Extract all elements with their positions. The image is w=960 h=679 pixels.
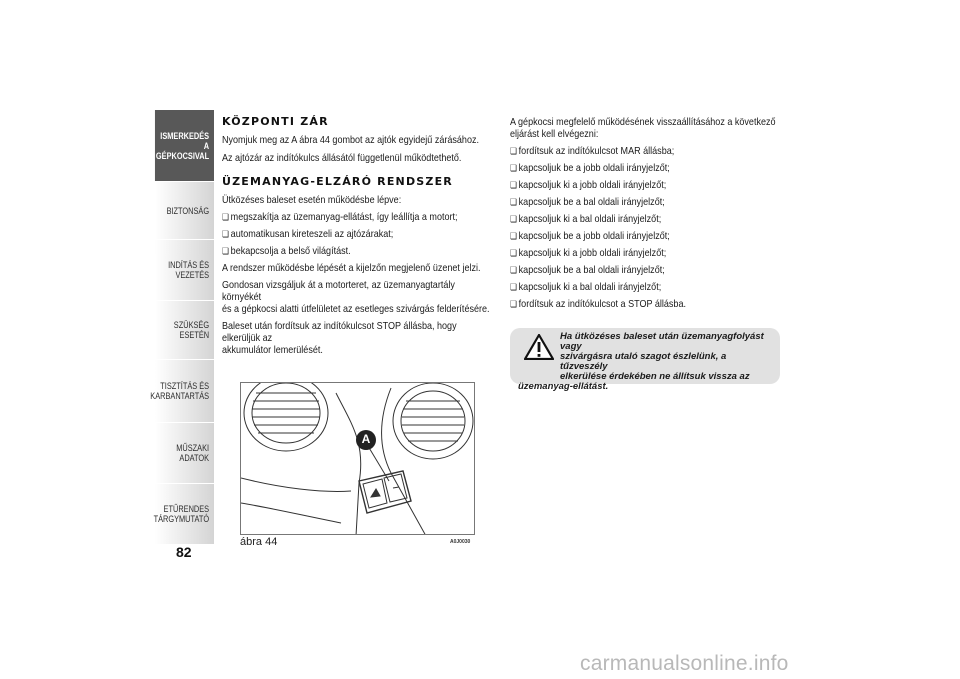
sidebar-item-muszaki[interactable] xyxy=(155,423,214,483)
paragraph-line: Baleset után fordítsuk az indítókulcsot STOP állásba, hogy elkerüljük az xyxy=(222,320,457,344)
list-item: ❏ fordítsuk az indítókulcsot a STOP állásba. xyxy=(510,298,784,310)
sidebar-item-label: ISMERKEDÉS A xyxy=(160,130,210,151)
page-number: 82 xyxy=(176,544,192,560)
sidebar-item-tisztitas[interactable] xyxy=(150,360,214,422)
paragraph-line: Gondosan vizsgáljuk át a motorteret, az üzemanyagtartály környékét xyxy=(222,279,455,303)
list-item: ❏ kapcsoljuk ki a bal oldali irányjelzőt; xyxy=(510,213,784,225)
sidebar-item-label: TISZTÍTÁS ÉS xyxy=(160,381,210,391)
section-title-uzemanyag-elzaro: ÜZEMANYAG-ELZÁRÓ RENDSZER xyxy=(222,175,453,188)
sidebar-item-ismerkedes[interactable] xyxy=(155,110,214,181)
sidebar-item-szukseg[interactable] xyxy=(155,301,214,359)
list-item: ❏ kapcsoljuk be a jobb oldali irányjelzőt; xyxy=(510,230,784,242)
section-title-kozponti-zar: KÖZPONTI ZÁR xyxy=(222,115,329,128)
sidebar-item-label: SZÜKSÉG ESETÉN xyxy=(173,320,210,340)
paragraph: Ütközéses baleset esetén működésbe lépve: xyxy=(222,194,402,206)
warning-line: Ha ütközéses baleset után üzemanyagfolyást vagy xyxy=(560,331,764,352)
sidebar-item-label: BIZTONSÁG xyxy=(166,205,210,216)
paragraph-line: és a gépkocsi alatti útfelületet az esetleges szivárgás felderítésére. xyxy=(222,303,490,315)
warning-line: elkerülése érdekében ne állítsuk vissza az xyxy=(560,371,750,382)
sidebar-item-label: MŰSZAKI ADATOK xyxy=(176,443,210,463)
warning-box xyxy=(510,328,780,392)
list-item: ❏ kapcsoljuk be a bal oldali irányjelzőt; xyxy=(510,196,784,208)
list-item: ❏ kapcsoljuk ki a bal oldali irányjelzőt; xyxy=(510,281,784,293)
sidebar-item-label: INDÍTÁS ÉS VEZETÉS xyxy=(168,260,210,280)
warning-line: szivárgásra utaló szagot észlelünk, a tűzveszély xyxy=(560,351,727,372)
list-item: ❏ bekapcsolja a belső világítást. xyxy=(222,245,491,257)
paragraph-line: A gépkocsi megfelelő működésének visszaállításához a következő xyxy=(510,116,776,128)
paragraph: Nyomjuk meg az A ábra 44 gombot az ajtók egyidejű zárásához. xyxy=(222,134,480,146)
figure-44-illustration xyxy=(240,382,475,535)
sidebar-item-label: TÁRGYMUTATÓ xyxy=(153,514,210,524)
sidebar-item-biztonsag[interactable] xyxy=(155,182,214,239)
callout-a-label: A xyxy=(361,432,371,446)
figure-caption: ábra 44 xyxy=(240,536,278,548)
list-item: ❏ kapcsoljuk be a jobb oldali irányjelzőt; xyxy=(510,162,784,174)
paragraph-line: akkumulátor lemerülését. xyxy=(222,344,323,356)
paragraph: Az ajtózár az indítókulcs állásától függetlenül működtethető. xyxy=(222,152,462,164)
paragraph-line: eljárást kell elvégezni: xyxy=(510,128,599,140)
figure-code: A0J0030 xyxy=(450,539,471,545)
central-lock-button-drawing xyxy=(241,383,475,535)
sidebar-item-targymutato[interactable] xyxy=(155,484,214,544)
sidebar-item-label: KARBANTARTÁS xyxy=(150,391,210,401)
list-item: ❏ kapcsoljuk be a bal oldali irányjelzőt; xyxy=(510,264,784,276)
sidebar-item-label: ETŰRENDES xyxy=(163,504,210,514)
paragraph: A rendszer működésbe lépését a kijelzőn megjelenő üzenet jelzi. xyxy=(222,262,481,274)
sidebar-item-label: GÉPKOCSIVAL xyxy=(155,150,210,161)
warning-line: üzemanyag-ellátást. xyxy=(518,381,609,392)
list-item: ❏ megszakítja az üzemanyag-ellátást, így leállítja a motort; xyxy=(222,211,491,223)
left-column xyxy=(222,116,492,356)
list-item: ❏ fordítsuk az indítókulcsot MAR állásba; xyxy=(510,145,784,157)
watermark: carmanualsonline.info xyxy=(580,652,789,675)
list-item: ❏ kapcsoljuk ki a jobb oldali irányjelzőt; xyxy=(510,247,784,259)
sidebar-item-inditas[interactable] xyxy=(155,240,214,300)
right-column xyxy=(510,116,785,310)
list-item: ❏ kapcsoljuk ki a jobb oldali irányjelzőt; xyxy=(510,179,784,191)
list-item: ❏ automatikusan kireteszeli az ajtózárakat; xyxy=(222,228,491,240)
